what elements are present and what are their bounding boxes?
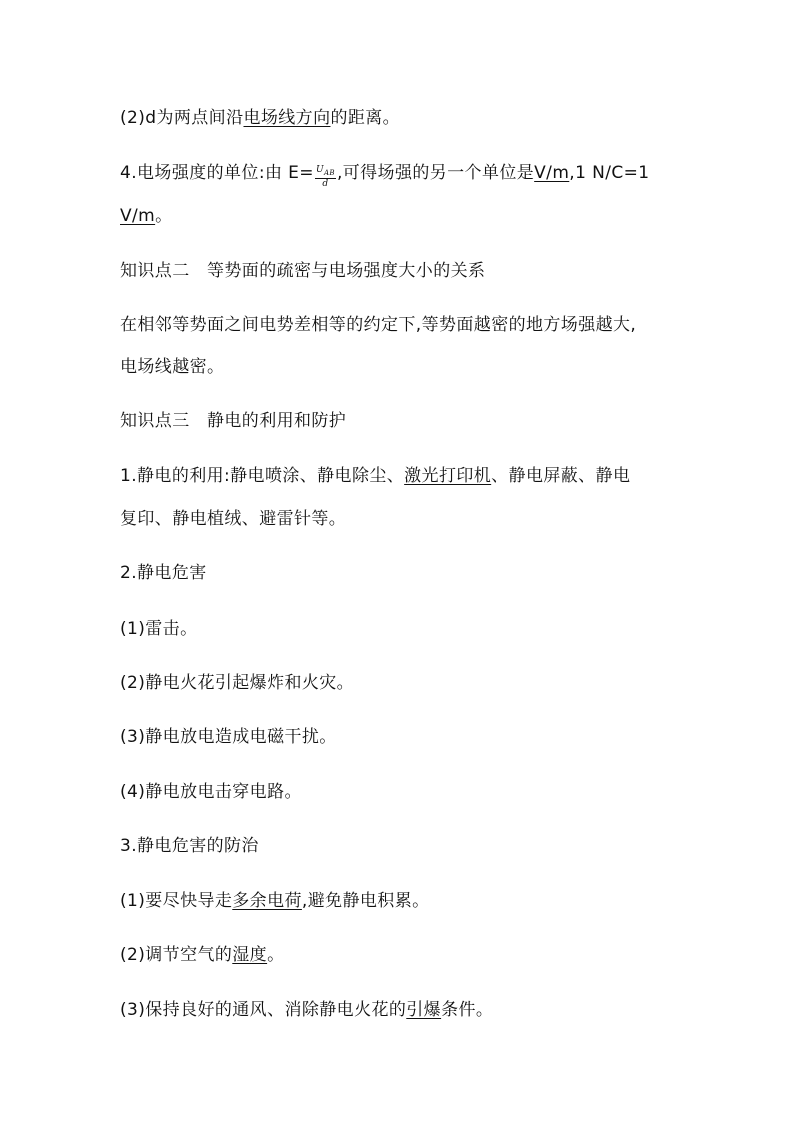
list-item: (2)静电火花引起爆炸和火灾。 [120,673,355,693]
paragraph-line: 复印、静电植绒、避雷针等。 [120,509,347,529]
formula-fraction: $\frac{U_{AB}}{d}$ [315,165,335,189]
section-heading-2: 知识点二 等势面的疏密与电场强度大小的关系 [120,261,486,281]
list-item: (3)静电放电造成电磁干扰。 [120,727,337,747]
list-item: (4)静电放电击穿电路。 [120,782,302,802]
paragraph-line: 在相邻等势面之间电势差相等的约定下,等势面越密的地方场强越大, [120,315,637,335]
line-def-d: (2)d为两点间沿电场线方向的距离。 [120,108,401,128]
answer-underlined: 多余电荷 [232,891,302,911]
answer-underlined: V/m [120,206,156,226]
answer-underlined: 湿度 [232,945,268,965]
list-item: (1)要尽快导走多余电荷,避免静电积累。 [120,891,430,911]
answer-underlined: 激光打印机 [404,466,492,486]
subheading-prevention: 3.静电危害的防治 [120,836,259,856]
list-item: (1)雷击。 [120,619,198,639]
paragraph-line: 电场线越密。 [120,357,225,377]
subheading-hazards: 2.静电危害 [120,563,207,583]
answer-underlined: 电场线方向 [243,108,331,128]
line-unit-cont: V/m。 [120,206,173,226]
line-uses: 1.静电的利用:静电喷涂、静电除尘、激光打印机、静电屏蔽、静电 [120,466,631,486]
list-item: (3)保持良好的通风、消除静电火花的引爆条件。 [120,1000,494,1020]
list-item: (2)调节空气的湿度。 [120,945,285,965]
line-unit-formula: 4.电场强度的单位:由 E= $\frac{U_{AB}}{d}$ ,可得场强的另一个单位是V/m,1 N/C=1 [120,163,650,189]
answer-underlined: V/m [534,163,570,183]
answer-underlined: 引爆 [406,1000,442,1020]
section-heading-3: 知识点三 静电的利用和防护 [120,411,347,431]
